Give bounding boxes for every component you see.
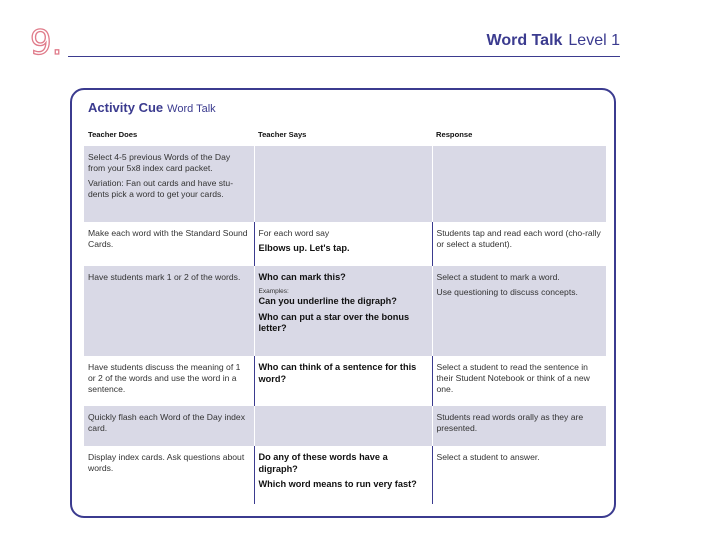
column-header-teacher-does: Teacher Does [88,130,138,139]
cell-text: Have students mark 1 or 2 of the words. [88,272,241,283]
teacher-does-cell [84,356,254,406]
response-cell [432,446,606,504]
cell-text-bold: Who can think of a sentence for this word? [258,362,417,384]
teacher-says-cell [254,356,432,406]
cell-text: Display index cards. Ask questions about words. [88,452,245,474]
teacher-says-cell [254,222,432,266]
column-header-response: Response [436,130,473,139]
cell-text: For each word say [258,228,330,239]
table-row [84,356,606,406]
response-cell [432,146,606,222]
teacher-says-cell [254,146,432,222]
activity-cue-card [70,88,616,518]
cell-text: Make each word with the Standard Sound Cards. [88,228,248,250]
cell-text-bold: Do any of these words have a digraph? [258,452,388,474]
cell-text: Have students discuss the meaning of 1 or 2 of the words and use the word in a sentence. [88,362,241,394]
response-cell [432,406,606,446]
cell-text: Select 4-5 previous Words of the Day from your 5x8 index card packet. [88,152,231,174]
table-row [84,406,606,446]
teacher-says-cell [254,446,432,504]
teacher-does-cell [84,406,254,446]
cell-text: Students read words orally as they are presented. [436,412,584,434]
step-number: 9. [30,23,63,63]
teacher-does-cell [84,446,254,504]
teacher-says-cell [254,266,432,356]
cell-text: Select a student to answer. [436,452,540,463]
activity-cue-table [84,128,606,504]
table-row [84,266,606,356]
cell-text-bold: Who can put a star over the bonus letter? [258,311,410,334]
cell-text: Use questioning to discuss concepts. [436,287,578,298]
table-row [84,222,606,266]
card-title-text: Activity Cue [88,100,164,115]
response-cell [432,356,606,406]
examples-label: Examples: [258,287,289,295]
cell-text-bold: Which word means to run very fast? [258,479,417,490]
response-cell [432,222,606,266]
header-rule [68,56,620,57]
teacher-does-cell [84,222,254,266]
cell-text-bold: Can you underline the digraph? [258,296,397,307]
cell-text: Quickly flash each Word of the Day index card. [88,412,245,434]
table-row [84,446,606,504]
cell-text: Variation: Fan out cards and have stu-dents pick a word to get your cards. [88,177,234,199]
header-level: Level 1 [568,32,620,49]
teacher-says-cell [254,406,432,446]
card-subtitle: Word Talk [167,103,216,115]
column-header-teacher-says: Teacher Says [258,130,307,139]
cell-text: Students tap and read each word (cho-rally or select a student). [436,228,601,250]
table-header-row [84,128,606,146]
header-title-text: Word Talk [486,32,563,49]
card-title [88,100,216,115]
teacher-does-cell [84,266,254,356]
table-row [84,146,606,222]
cell-text: Select a student to read the sentence in their Student Notebook or think of a new one. [436,362,590,394]
teacher-does-cell [84,146,254,222]
cell-text: Select a student to mark a word. [436,272,560,283]
cell-text-bold: Who can mark this? [258,272,346,283]
header-title [487,32,620,50]
response-cell [432,266,606,356]
cell-text-bold: Elbows up. Let's tap. [258,243,350,254]
